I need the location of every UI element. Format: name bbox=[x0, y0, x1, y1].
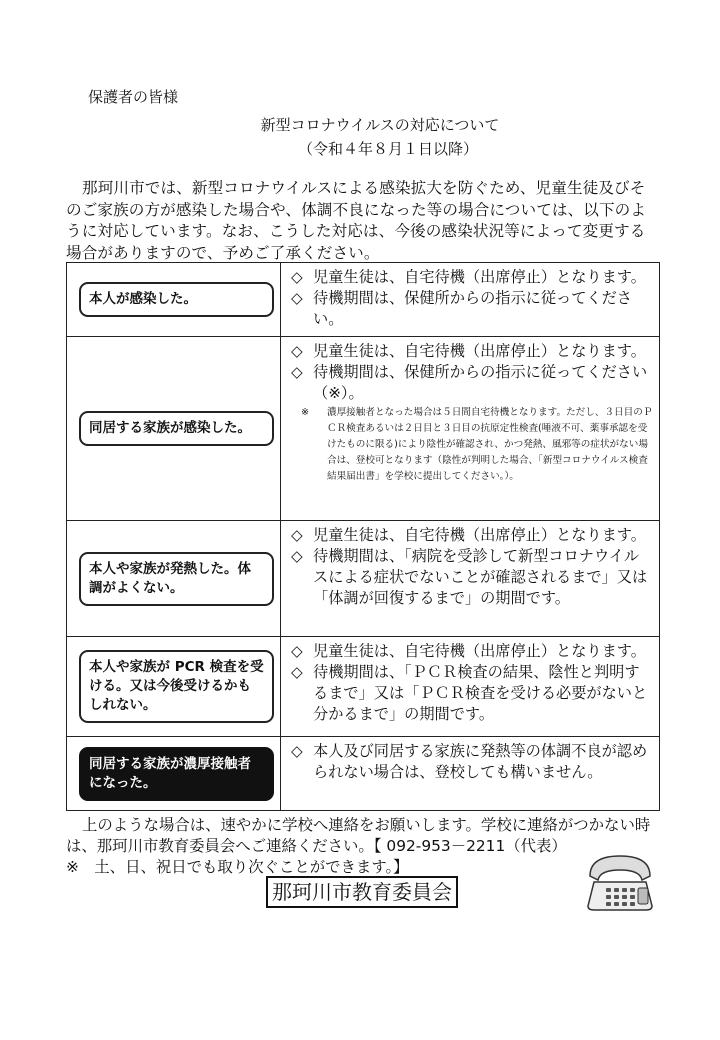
case-note-text: 濃厚接触者となった場合は５日間自宅待機となります。ただし、３日目のＰＣＲ検査あるいは２日目と３日目の抗原定性検査(唾液不可、薬事承認を受けたものに限る)により陰性が確認され、かつ発熱、風邪等の症状がない場合は、登校可となります（陰性が判明した場合、「新型コロナウイルス検査結果届出書」を学校に提出してください。）。 bbox=[327, 407, 653, 482]
case-bullet: ◇ 児童生徒は、自宅待機（出席停止）となります。 bbox=[291, 268, 646, 286]
case-row bbox=[67, 637, 660, 737]
diamond-bullet-icon: ◇ bbox=[291, 268, 303, 286]
case-bullet: ◇ 待機期間は、保健所からの指示に従ってください（※）。 bbox=[291, 363, 648, 402]
case-row bbox=[67, 263, 660, 337]
document-subtitle: （令和４年８月１日以降） bbox=[297, 140, 478, 158]
case-label: 本人が感染した。 bbox=[79, 282, 274, 317]
case-label: 同居する家族が感染した。 bbox=[79, 411, 274, 446]
case-bullet: ◇ 児童生徒は、自宅待機（出席停止）となります。 bbox=[291, 642, 646, 660]
diamond-bullet-icon: ◇ bbox=[291, 342, 303, 360]
case-description bbox=[281, 263, 660, 337]
case-label-cell bbox=[67, 637, 281, 737]
cases-table bbox=[66, 262, 660, 811]
case-row bbox=[67, 521, 660, 637]
case-bullet: ◇ 児童生徒は、自宅待機（出席停止）となります。 bbox=[291, 342, 646, 360]
diamond-bullet-icon: ◇ bbox=[291, 289, 303, 307]
note-mark: ※ bbox=[301, 407, 310, 418]
case-label: 本人や家族が発熱した。体調がよくない。 bbox=[79, 552, 274, 606]
diamond-bullet-icon: ◇ bbox=[291, 642, 303, 660]
case-bullet: ◇ 待機期間は、保健所からの指示に従ってください。 bbox=[291, 289, 632, 328]
case-label: 同居する家族が濃厚接触者になった。 bbox=[79, 747, 274, 801]
telephone-icon bbox=[584, 848, 656, 912]
case-bullet: ◇ 待機期間は、「ＰＣＲ検査の結果、陰性と判明するまで」又は「ＰＣＲ検査を受ける必要がないと分かるまで」の期間です。 bbox=[291, 663, 648, 723]
case-label: 本人や家族が PCR 検査を受ける。又は今後受けるかもしれない。 bbox=[79, 650, 274, 723]
organization-name: 那珂川市教育委員会 bbox=[266, 876, 458, 908]
contact-note: ※ 土、日、祝日でも取り次ぐことができます。】 bbox=[66, 858, 409, 876]
case-description bbox=[281, 737, 660, 811]
document-title: 新型コロナウイルスの対応について bbox=[260, 116, 500, 134]
case-description bbox=[281, 637, 660, 737]
case-bullet: ◇ 待機期間は、「病院を受診して新型コロナウイルスによる症状でないことが確認されるまで」又は「体調が回復するまで」の期間です。 bbox=[291, 547, 648, 607]
case-note bbox=[291, 405, 653, 485]
case-bullet: ◇ 児童生徒は、自宅待機（出席停止）となります。 bbox=[291, 526, 646, 544]
case-label-cell bbox=[67, 737, 281, 811]
case-bullet: ◇ 本人及び同居する家族に発熱等の体調不良が認められない場合は、登校しても構いません。 bbox=[291, 742, 648, 781]
intro-paragraph: 那珂川市では、新型コロナウイルスによる感染拡大を防ぐため、児童生徒及びそのご家族の方が感染した場合や、体調不良になった等の場合については、以下のように対応しています。なお、こうした対応は、今後の感染状況等によって変更する場合がありますので、予めご了承ください。 bbox=[66, 179, 647, 262]
case-label-cell bbox=[67, 521, 281, 637]
salutation: 保護者の皆様 bbox=[88, 88, 179, 106]
diamond-bullet-icon: ◇ bbox=[291, 526, 303, 544]
case-description bbox=[281, 337, 660, 521]
diamond-bullet-icon: ◇ bbox=[291, 363, 303, 381]
diamond-bullet-icon: ◇ bbox=[291, 742, 303, 760]
contact-paragraph: 上のような場合は、速やかに学校へ連絡をお願いします。学校に連絡がつかない時は、那珂川市教育委員会へご連絡ください。【 092-953－2211（代表） bbox=[66, 816, 651, 855]
case-label-cell bbox=[67, 263, 281, 337]
diamond-bullet-icon: ◇ bbox=[291, 547, 303, 565]
case-description bbox=[281, 521, 660, 637]
case-row bbox=[67, 737, 660, 811]
case-row bbox=[67, 337, 660, 521]
diamond-bullet-icon: ◇ bbox=[291, 663, 303, 681]
case-label-cell bbox=[67, 337, 281, 521]
